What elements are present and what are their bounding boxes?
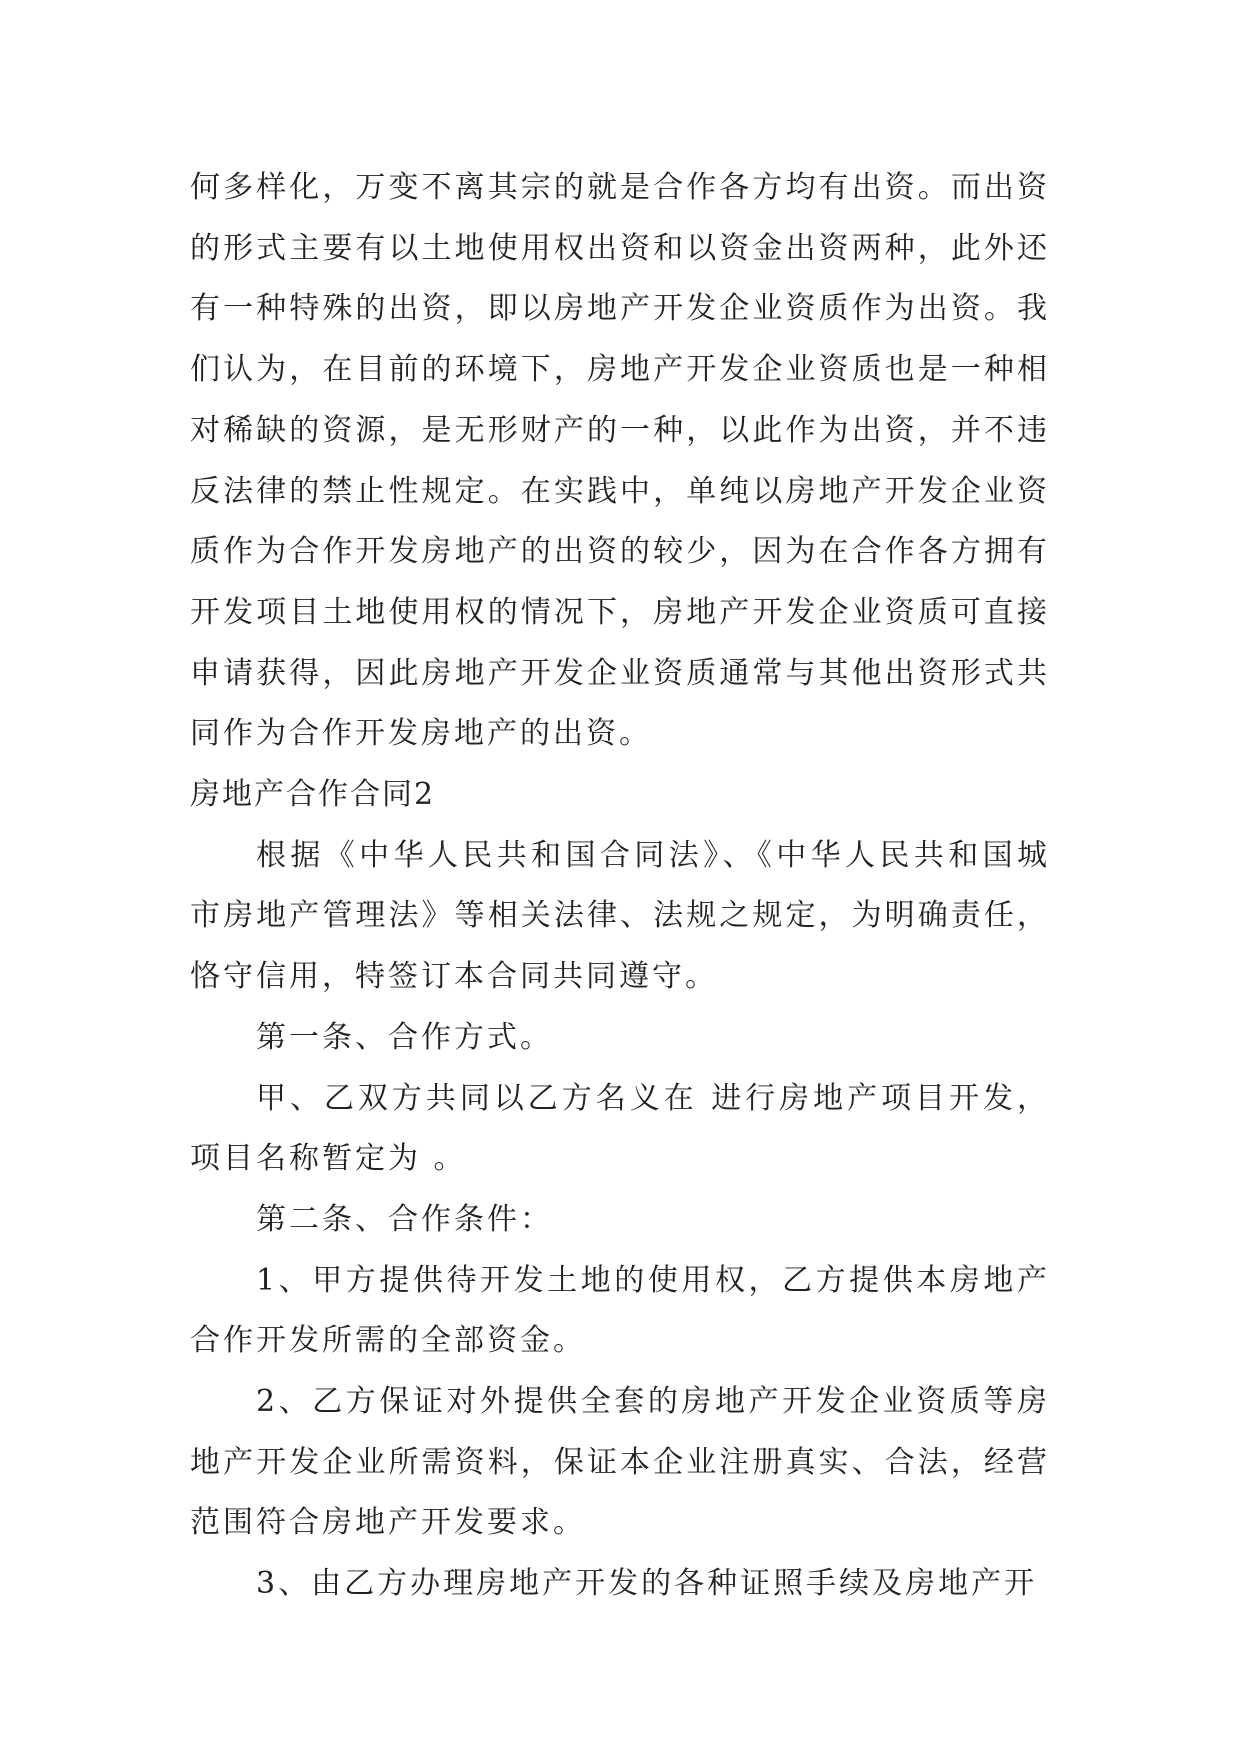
article-2-item-2: 2、乙方保证对外提供全套的房地产开发企业资质等房地产开发企业所需资料，保证本企业注册真实、合法，经营范围符合房地产开发要求。 [190,1384,1050,1541]
document-page [190,158,1050,1615]
article-1-title: 第一条、合作方式。 [256,1019,553,1055]
article-2-item-3: 3、由乙方办理房地产开发的各种证照手续及房地产开 [256,1566,1038,1602]
paragraph-preamble: 根据《中华人民共和国合同法》、《中华人民共和国城市房地产管理法》等相关法律、法规之规定，为明确责任，恪守信用，特签订本合同共同遵守。 [190,837,1050,995]
paragraph-funding-forms: 何多样化，万变不离其宗的就是合作各方均有出资。而出资的形式主要有以土地使用权出资和以资金出资两种，此外还有一种特殊的出资，即以房地产开发企业资质作为出资。我们认为，在目前的环境下，房地产开发企业资质也是一种相对稀缺的资源，是无形财产的一种，以此作为出资，并不违反法律的禁止性规定。在实践中，单纯以房地产开发企业资质作为合作开发房地产的出资的较少，因为在合作各方拥有开发项目土地使用权的情况下，房地产开发企业资质可直接申请获得，因此房地产开发企业资质通常与其他出资形式共同作为合作开发房地产的出资。 [190,170,1050,752]
article-2-item-1: 1、甲方提供待开发土地的使用权，乙方提供本房地产合作开发所需的全部资金。 [190,1262,1050,1359]
section-heading: 房地产合作合同2 [190,777,436,813]
article-1-body: 甲、乙双方共同以乙方名义在 进行房地产项目开发，项目名称暂定为 。 [190,1080,1050,1177]
article-2-title: 第二条、合作条件： [256,1201,553,1237]
